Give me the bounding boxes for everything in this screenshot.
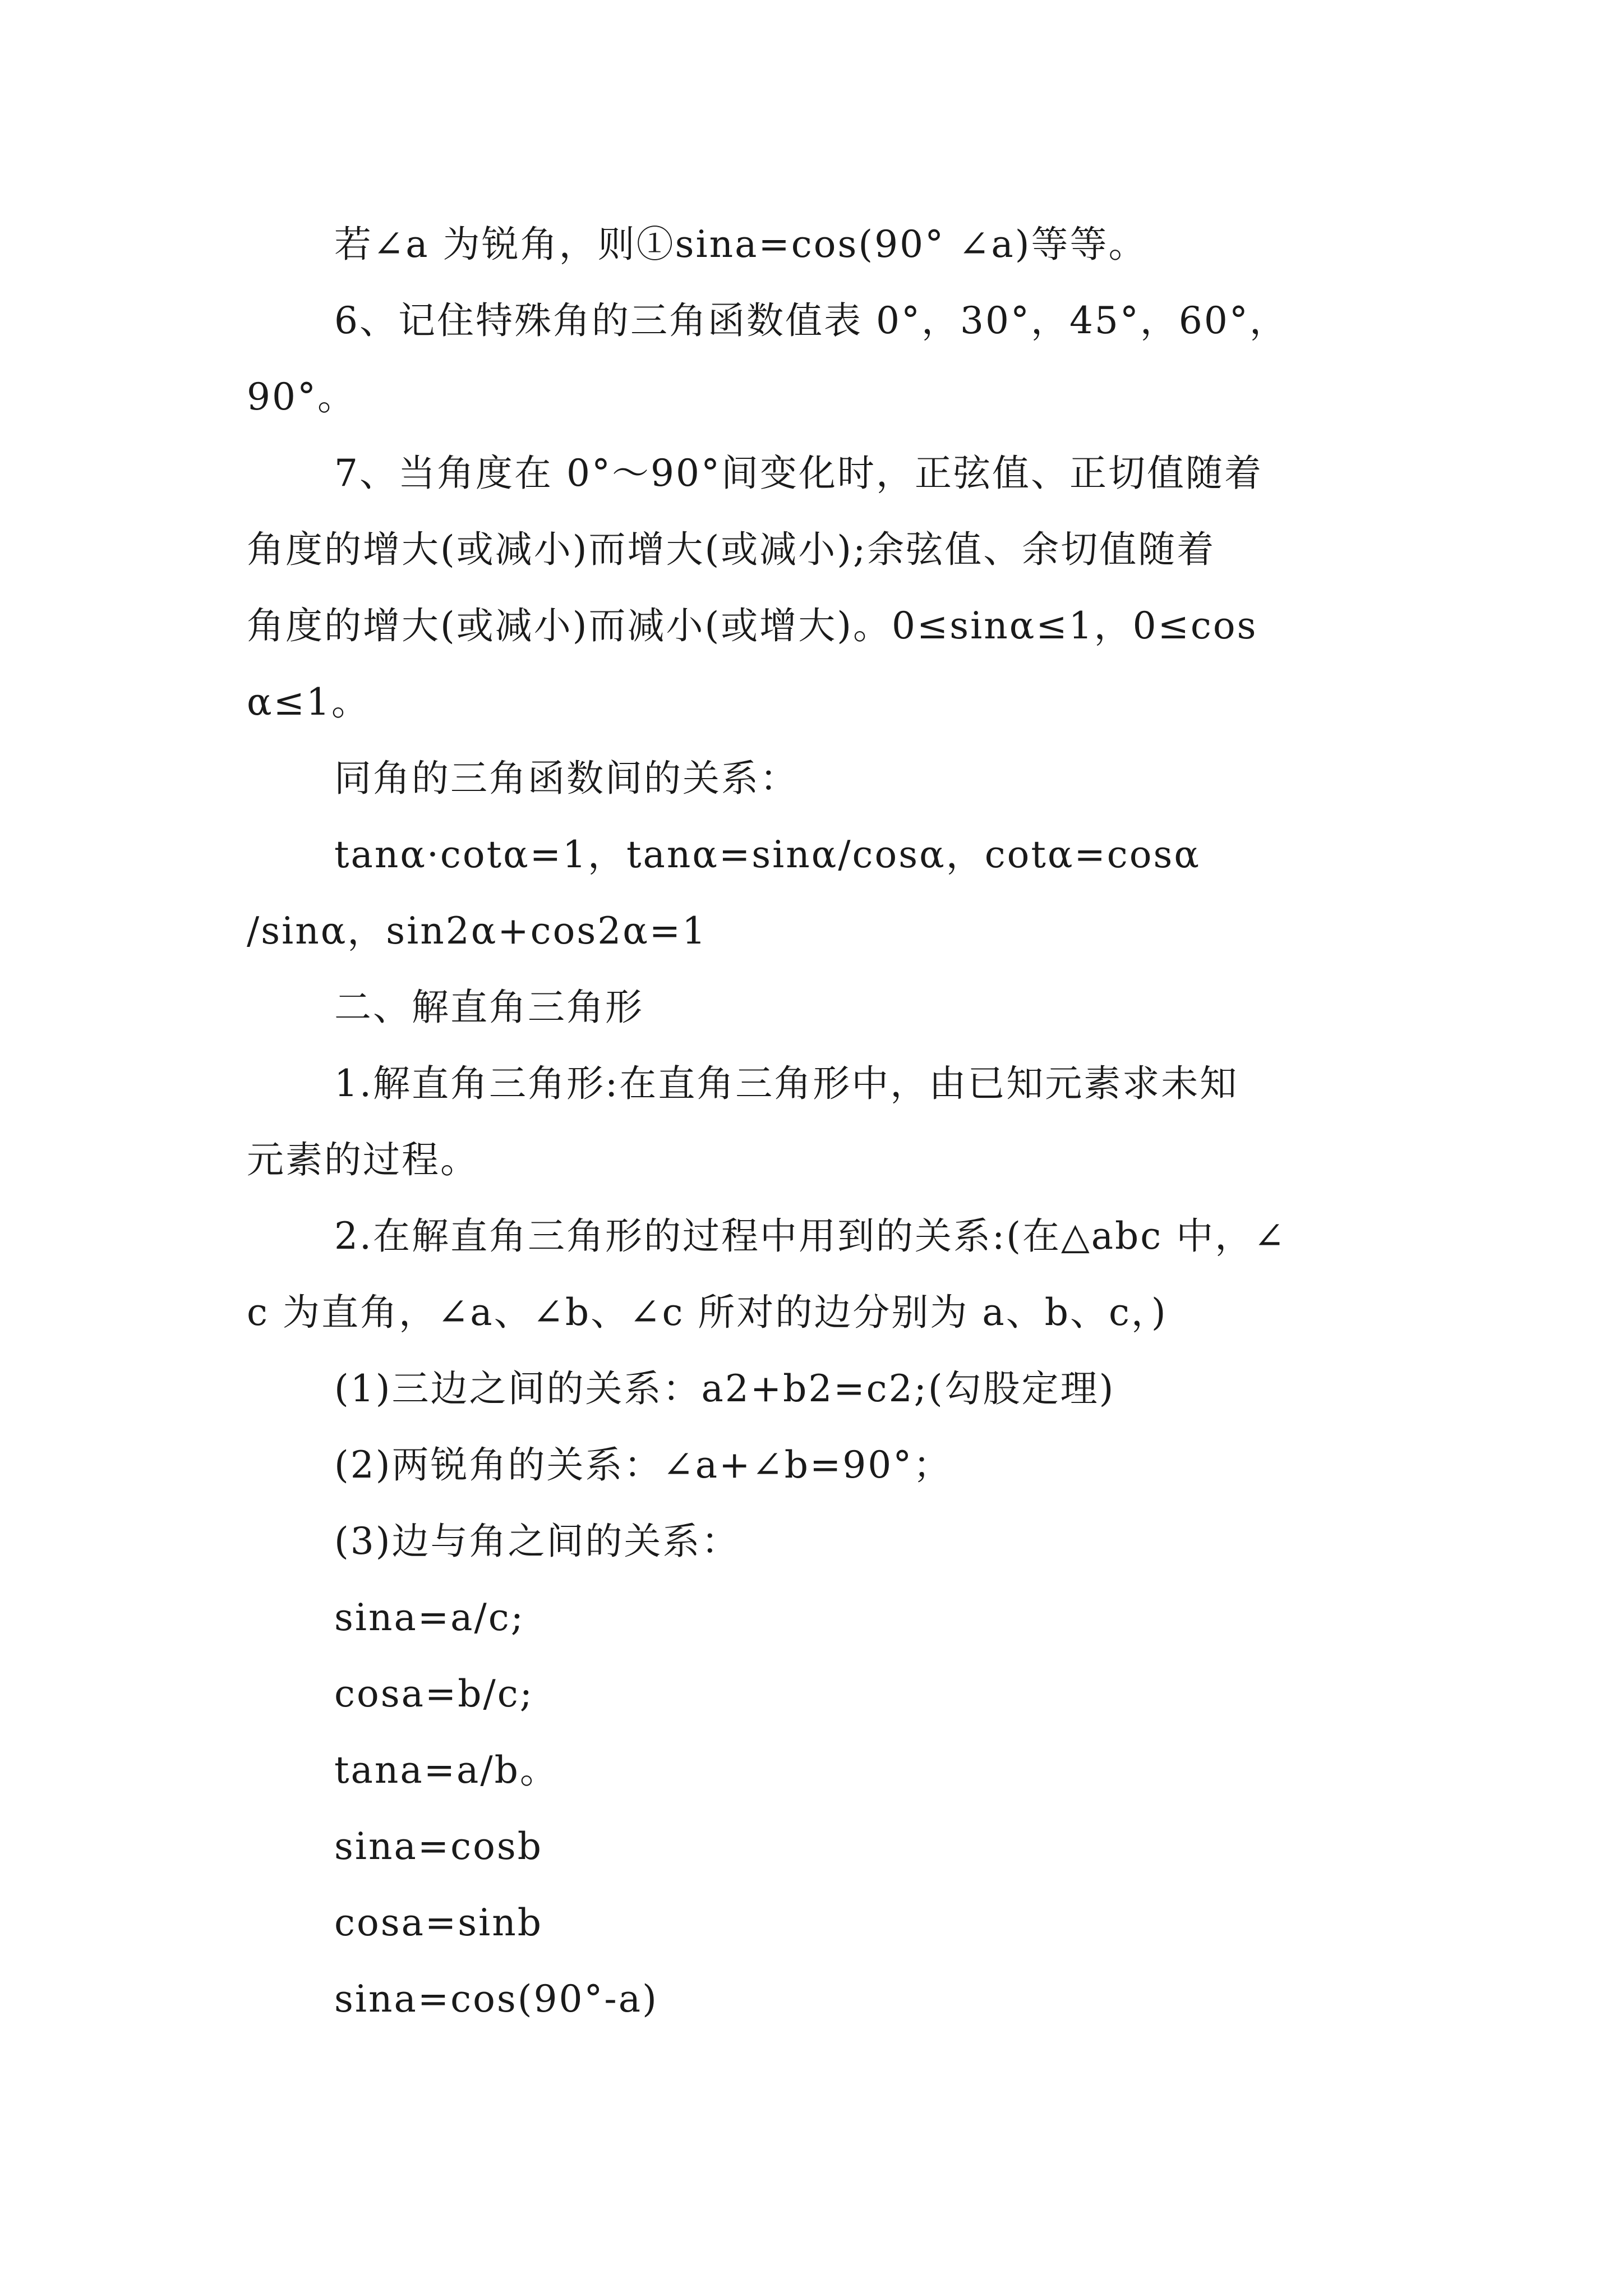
text-line-relations-intro: 2.在解直角三角形的过程中用到的关系:(在△abc 中，∠ [334, 1214, 1287, 1258]
text-line-definition-cont: 元素的过程。 [247, 1138, 479, 1181]
formula-cosa-sinb: cosa=sinb [334, 1901, 543, 1944]
text-line-special-angles-cont: 90°。 [247, 375, 356, 418]
text-line-same-angle-heading: 同角的三角函数间的关系： [334, 757, 799, 800]
formula-sina: sina=a/c; [334, 1596, 525, 1639]
text-line-relations-intro-cont: c 为直角，∠a、∠b、∠c 所对的边分别为 a、b、c，) [247, 1291, 1168, 1334]
text-line-same-angle-formulas: tanα·cotα=1，tanα=sinα/cosα，cotα=cosα [334, 833, 1201, 876]
text-line-monotonicity: 7、当角度在 0°～90°间变化时，正弦值、正切值随着 [334, 452, 1263, 495]
section-heading-solve-right-triangle: 二、解直角三角形 [334, 986, 644, 1029]
formula-cosa: cosa=b/c; [334, 1672, 534, 1715]
text-line-monotonicity-cont-3: α≤1。 [247, 680, 370, 724]
text-line-monotonicity-cont-2: 角度的增大(或减小)而减小(或增大)。0≤sinα≤1，0≤cos [247, 604, 1258, 647]
text-line-two-acute-angles: (2)两锐角的关系：∠a+∠b=90°； [334, 1443, 952, 1487]
text-line-three-sides: (1)三边之间的关系：a2+b2=c2;(勾股定理) [334, 1367, 1115, 1410]
formula-sina-cos-complement: sina=cos(90°-a) [334, 1977, 658, 2021]
text-line-same-angle-formulas-cont: /sinα，sin2α+cos2α=1 [247, 909, 708, 953]
text-line-monotonicity-cont-1: 角度的增大(或减小)而增大(或减小);余弦值、余切值随着 [247, 528, 1216, 571]
formula-sina-cosb: sina=cosb [334, 1825, 543, 1868]
text-line-definition: 1.解直角三角形:在直角三角形中，由已知元素求未知 [334, 1062, 1239, 1105]
text-line-acute-angle-identity: 若∠a 为锐角，则①sina=cos(90° ∠a)等等。 [334, 223, 1147, 266]
text-line-special-angles: 6、记住特殊角的三角函数值表 0°，30°，45°，60°， [334, 299, 1288, 342]
formula-tana: tana=a/b。 [334, 1749, 559, 1792]
text-line-sides-and-angles: (3)边与角之间的关系： [334, 1520, 740, 1563]
